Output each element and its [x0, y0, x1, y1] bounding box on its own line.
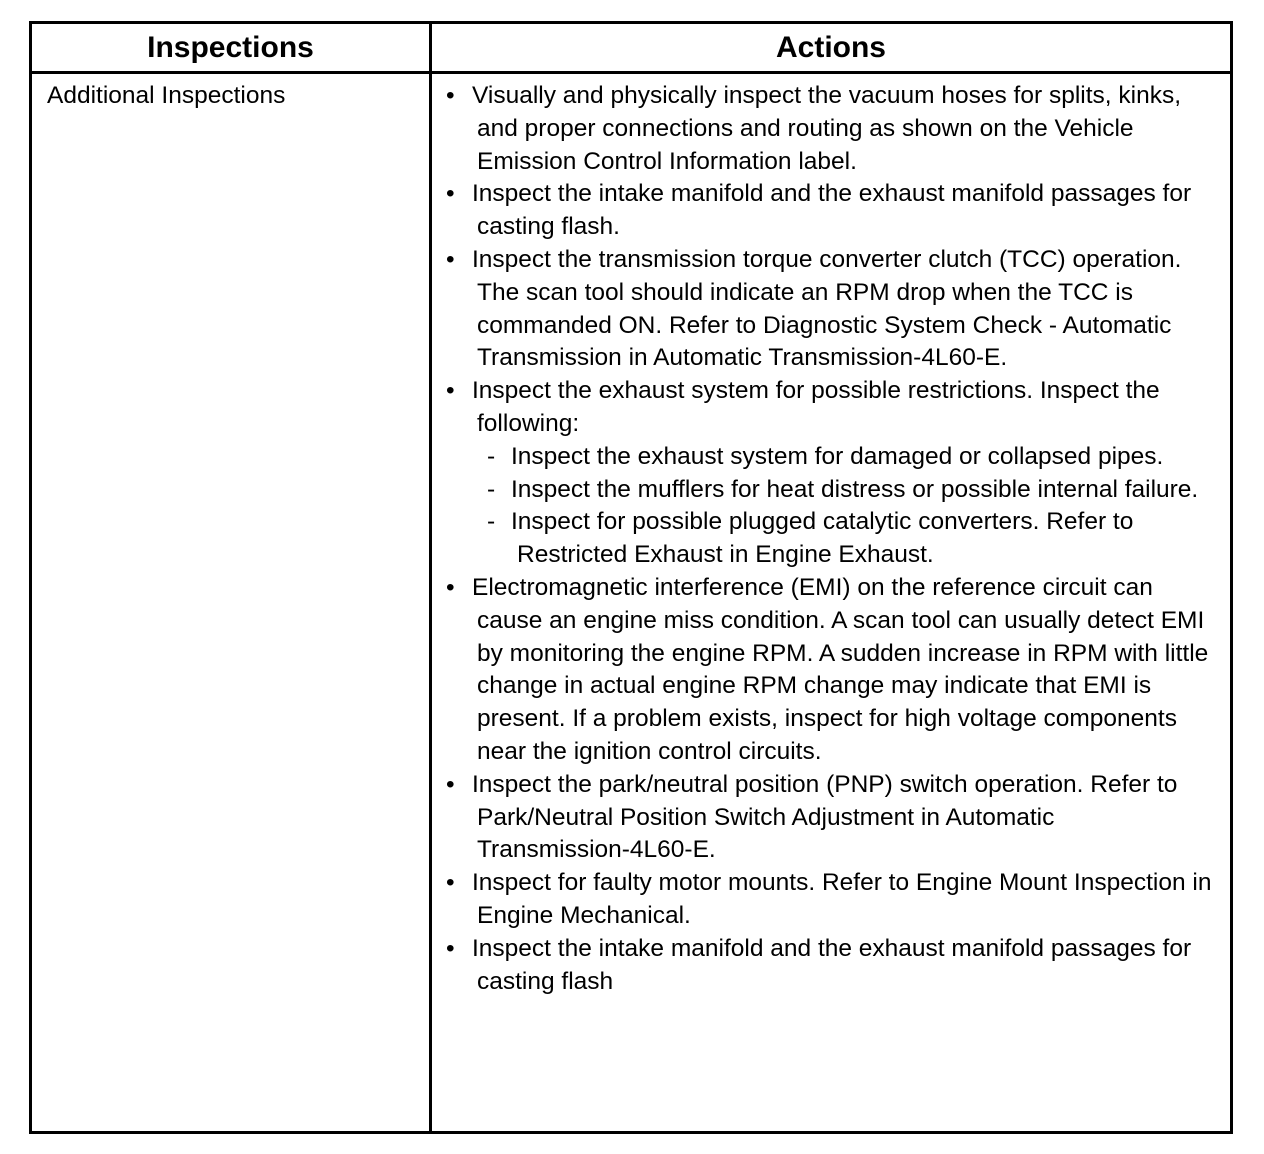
- action-subitem: [477, 441, 1212, 474]
- actions-list: [446, 80, 1212, 998]
- header-inspections: Inspections: [32, 24, 432, 74]
- inspection-name: Additional Inspections: [47, 82, 286, 109]
- action-item: [446, 933, 1212, 999]
- actions-cell: [432, 74, 1230, 1131]
- action-item: [446, 375, 1212, 572]
- action-subitem-text: - Inspect for possible plugged catalytic converters. Refer to Restricted Exhaust in Engine Exhaust.: [511, 508, 1134, 569]
- action-item: [446, 244, 1212, 375]
- action-text: • Inspect the transmission torque converter clutch (TCC) operation. The scan tool should indicate an RPM drop when the TCC is commanded ON. Refer to Diagnostic System Check - Automatic Transmission in Automatic Transmission-4L60-E.: [472, 245, 1182, 372]
- action-subitem-text: - Inspect the mufflers for heat distress or possible internal failure.: [511, 475, 1199, 503]
- action-text: • Electromagnetic interference (EMI) on the reference circuit can cause an engine miss condition. A scan tool can usually detect EMI by monitoring the engine RPM. A sudden increase in RPM with little change in actual engine RPM change may indicate that EMI is present. If a problem exists, inspect for high voltage components near the ignition control circuits.: [472, 573, 1209, 765]
- action-sublist: [477, 441, 1212, 572]
- inspection-cell: [32, 74, 432, 1131]
- action-subitem: [477, 474, 1212, 507]
- action-item: [446, 769, 1212, 867]
- inspections-table: [29, 21, 1233, 1134]
- header-actions: Actions: [432, 24, 1230, 74]
- action-text: • Inspect the intake manifold and the exhaust manifold passages for casting flash.: [472, 180, 1192, 241]
- action-text: • Inspect the intake manifold and the exhaust manifold passages for casting flash: [472, 934, 1192, 995]
- action-text: • Visually and physically inspect the vacuum hoses for splits, kinks, and proper connections and routing as shown on the Vehicle Emission Control Information label.: [472, 82, 1182, 175]
- action-text: • Inspect for faulty motor mounts. Refer to Engine Mount Inspection in Engine Mechanical.: [472, 869, 1212, 929]
- action-subitem: [477, 506, 1212, 572]
- action-subitem-text: - Inspect the exhaust system for damaged or collapsed pipes.: [511, 442, 1164, 470]
- action-item: [446, 867, 1212, 933]
- action-item: [446, 80, 1212, 178]
- action-text: • Inspect the park/neutral position (PNP) switch operation. Refer to Park/Neutral Position Switch Adjustment in Automatic Transmission-4L60-E.: [472, 770, 1178, 864]
- action-item: [446, 178, 1212, 244]
- action-text: • Inspect the exhaust system for possible restrictions. Inspect the following:: [472, 377, 1160, 437]
- action-item: [446, 572, 1212, 769]
